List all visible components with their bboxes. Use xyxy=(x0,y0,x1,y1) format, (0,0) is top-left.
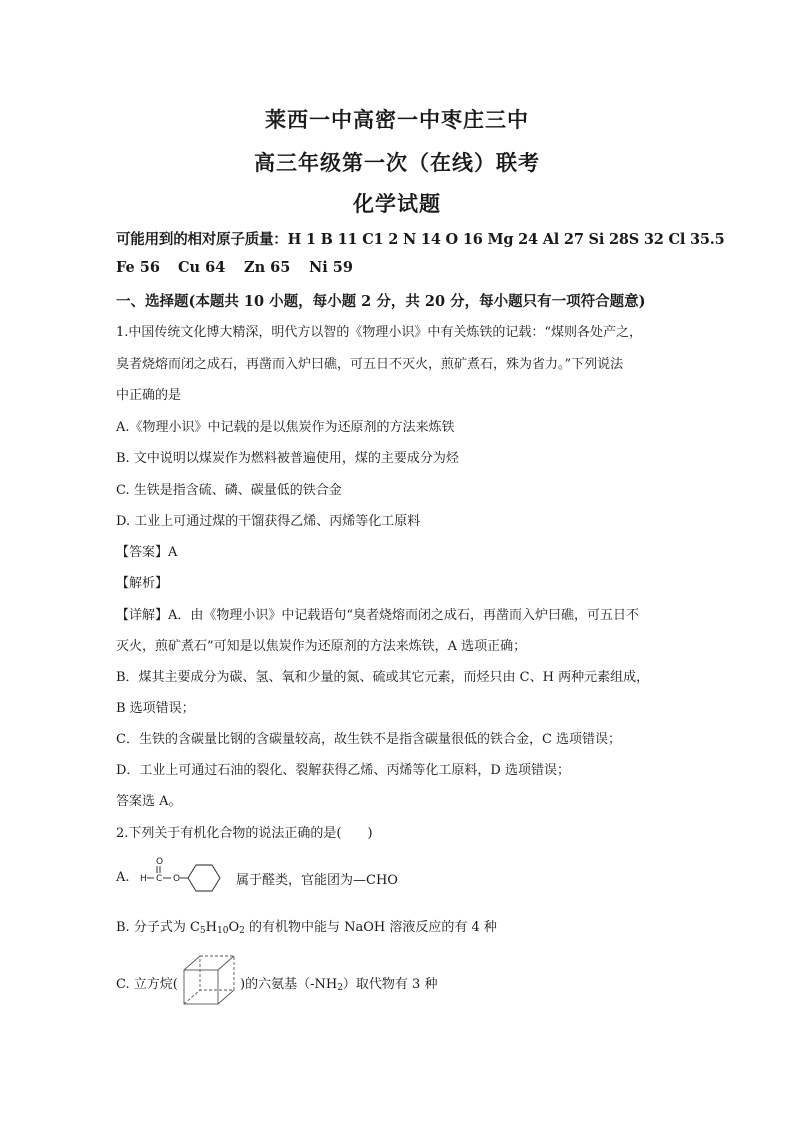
q1-analysis-label: 【解析】 xyxy=(116,576,169,591)
q1-detail-line5: C．生铁的含碳量比钢的含碳量较高，故生铁不是指含碳量很低的铁合金，C 选项错误； xyxy=(116,732,622,747)
cubane-structure xyxy=(180,950,242,1010)
q1-detail-line6: D．工业上可通过石油的裂化、裂解获得乙烯、丙烯等化工原料，D 选项错误； xyxy=(116,763,570,778)
q1-detail-line3: B．煤其主要成分为碳、氢、氧和少量的氮、硫或其它元素，而烃只由 C、H 两种元素组成， xyxy=(116,670,650,685)
q1-answer: 【答案】A xyxy=(116,545,178,560)
phenyl-formate-structure xyxy=(134,852,236,902)
schools-title: 莱西一中高密一中枣庄三中 xyxy=(265,107,529,132)
atomic-mass-ni: Ni 59 xyxy=(309,259,353,276)
subject-title: 化学试题 xyxy=(353,191,441,216)
q2-option-b: B. 分子式为 $C_5H_{10}O_2$ 的有机物中能与 NaOH 溶液反应的有 4 种 xyxy=(116,920,497,936)
q1-stem-line2: 臭者烧熔而闭之成石，再凿而入炉曰礁，可五日不灭火，煎矿煮石，殊为省力。”下列说法 xyxy=(116,357,624,372)
formula-o-ester: O xyxy=(173,874,181,884)
exam-title: 高三年级第一次（在线）联考 xyxy=(254,150,540,175)
section-title: 一、选择题(本题共 10 小题，每小题 2 分，共 20 分，每小题只有一项符合题意) xyxy=(116,293,646,310)
q1-option-b: B. 文中说明以煤炭作为燃料被普遍使用，煤的主要成分为烃 xyxy=(116,451,459,466)
atomic-masses-line1: 可能用到的相对原子质量：H 1 B 11 C1 2 N 14 O 16 Mg 24 Al 27 Si 28S 32 Cl 35.5 xyxy=(116,231,725,248)
q1-option-c: C. 生铁是指含硫、磷、碳量低的铁合金 xyxy=(116,483,342,498)
q2-option-c-pre: C. 立方烷( xyxy=(116,977,178,992)
q2-option-a-text: 属于醛类，官能团为—CHO xyxy=(236,873,398,888)
q1-stem-line3: 中正确的是 xyxy=(116,388,182,403)
formula-h: H xyxy=(140,874,147,884)
q1-detail-line4: B 选项错误； xyxy=(116,701,195,716)
q1-option-d: D. 工业上可通过煤的干馏获得乙烯、丙烯等化工原料 xyxy=(116,514,421,529)
q2-stem: 2.下列关于有机化合物的说法正确的是( ) xyxy=(116,826,373,841)
atomic-mass-cu: Cu 64 xyxy=(178,259,226,276)
q1-detail-line2: 灭火，煎矿煮石”可知是以焦炭作为还原剂的方法来炼铁，A 选项正确； xyxy=(116,639,527,654)
formula-o-double: O xyxy=(156,857,164,867)
q1-detail-line1: 【详解】A．由《物理小识》中记载语句“臭者烧熔而闭之成石，再凿而入炉曰礁，可五日不 xyxy=(116,608,640,623)
q1-conclusion: 答案选 A。 xyxy=(116,794,182,809)
q2-option-a-label: A. xyxy=(116,870,130,885)
atomic-mass-zn: Zn 65 xyxy=(244,259,291,276)
formula-c: C xyxy=(156,874,163,884)
atomic-mass-fe: Fe 56 xyxy=(116,259,160,276)
q1-option-a: A.《物理小识》中记载的是以焦炭作为还原剂的方法来炼铁 xyxy=(116,420,455,435)
q2-option-c-post: )的六氨基$(-NH_2)$取代物有 3 种 xyxy=(240,977,438,993)
q1-stem-line1: 1.中国传统文化博大精深，明代方以智的《物理小识》中有关炼铁的记载：“煤则各处产之， xyxy=(116,325,643,340)
